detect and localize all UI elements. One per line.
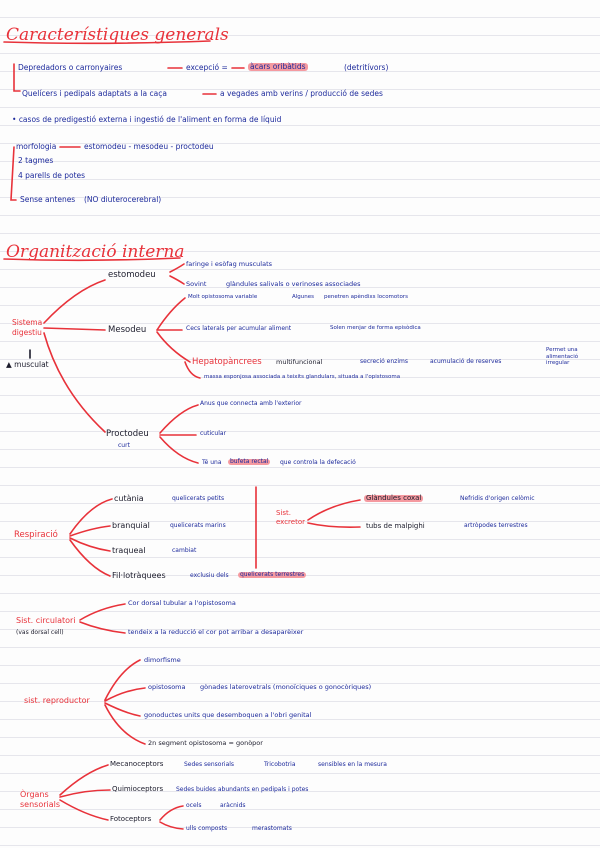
- potes-text: 4 parells de potes: [18, 171, 86, 180]
- predigestio-text: casos de predigestió externa i ingestió de l'aliment en forma de líquid: [18, 115, 282, 124]
- quelicerats-petits-text: quelicerats petits: [172, 495, 225, 502]
- tricobotria-text: Tricobotria: [264, 761, 296, 768]
- vas-dorsal-label: (vas dorsal cell): [16, 629, 64, 636]
- bufeta-rectal-highlight: bufeta rectal: [230, 458, 269, 465]
- malpighi-text: tubs de malpighi: [366, 522, 425, 530]
- cor-dorsal-text: Cor dorsal tubular a l'opistosoma: [128, 599, 236, 607]
- morfologia-text: morfologia: [16, 142, 57, 151]
- section-title-general: Característiques generals: [6, 25, 229, 45]
- massa-esponjosa-text: massa esponjosa associada a teixits glandulars, situada a l'opistosoma: [204, 374, 401, 380]
- opistosoma-variable-text: Molt opistosoma variable: [188, 294, 258, 300]
- opistosoma-text: opistosoma: [148, 683, 186, 691]
- acumulacio-reserves-text: acumulació de reserves: [430, 358, 502, 365]
- antenes-text: Sense antenes: [20, 195, 76, 204]
- glandules-salivals-text: glàndules salivals o verinoses associades: [226, 280, 361, 288]
- quimioceptors-text: Quimioceptors: [112, 785, 164, 793]
- sensibles-text: sensibles en la mesura: [318, 761, 387, 768]
- acars-oribatids-highlight: àcars oribàtids: [250, 62, 306, 71]
- hepatopancrees-label: Hepatopàncrees: [192, 357, 262, 367]
- quelicerats-terrestres-highlight: quelicerats terrestres: [240, 571, 305, 578]
- te-una-text: Té una: [202, 459, 222, 466]
- dimorfisme-text: dimorfisme: [144, 656, 181, 664]
- tagmes-text: 2 tagmes: [18, 156, 54, 165]
- sist-circulatori-label: Sist. circulatori: [16, 616, 76, 625]
- artropodes-terrestres-text: artròpodes terrestres: [464, 522, 528, 529]
- anus-text: Anus que connecta amb l'exterior: [200, 400, 302, 407]
- line-depredadors: [18, 64, 122, 72]
- apendixs-text: penetren apèndixs locomotors: [324, 294, 408, 300]
- ulls-composts-text: ulls composts: [186, 825, 228, 832]
- faringe-text: faringe i esòfag musculats: [186, 260, 273, 268]
- aracnids-text: aràcnids: [220, 802, 246, 809]
- cambiat-text: cambiat: [172, 547, 197, 554]
- quelicerats-marins-text: quelicerats marins: [170, 522, 226, 529]
- excepcio-text: excepció =: [186, 63, 228, 72]
- algunes-text: Algunes: [292, 294, 315, 300]
- sovint-text: Sovint: [186, 280, 207, 288]
- ocels-text: ocels: [186, 802, 202, 809]
- curt-text: curt: [118, 442, 130, 449]
- tagmes-seq-text: estomodeu - mesodeu - proctodeu: [84, 142, 214, 151]
- nefridis-text: Nefridis d'origen celòmic: [460, 495, 535, 502]
- respiracio-label: Respiració: [14, 530, 58, 540]
- defecacio-text: que controla la defecació: [280, 459, 356, 466]
- gonades-text: gònades laterovetrals (monoïciques o gonocòriques): [200, 683, 372, 691]
- branquial-text: branquial: [112, 521, 150, 530]
- cecs-laterals-text: Cecs laterals per acumular aliment: [186, 325, 292, 332]
- mecanoceptors-text: Mecanoceptors: [110, 760, 164, 768]
- verins-text: a vegades amb verins / producció de sedes: [220, 89, 383, 98]
- gonopor-text: 2n segment opistosoma = gonòpor: [148, 739, 263, 747]
- sist-excretor-label: Sist. excretor: [276, 509, 305, 527]
- exclusiu-text: exclusiu dels: [190, 572, 229, 579]
- sistema-digestiu-label: Sistema digestiu: [12, 318, 43, 337]
- organs-sensorials-label: Òrgans sensorials: [20, 790, 61, 810]
- multifuncional-text: multifuncional: [276, 358, 323, 366]
- sedes-buides-text: Sedes buides abundants en pedipals i potes: [176, 786, 309, 793]
- musculat-text: ▲ musculat: [6, 360, 49, 369]
- sedes-sensorials-text: Sedes sensorials: [184, 761, 235, 768]
- gonoductes-text: gonoductes units que desemboquen a l'obri genital: [144, 711, 312, 719]
- cor-reduccio-text: tendeix a la reducció el cor pot arribar a desaparèixer: [128, 628, 304, 636]
- fillotraquees-text: Fil·lotràquees: [112, 571, 166, 580]
- estomodeu-label: estomodeu: [108, 270, 156, 280]
- cuticular-text: cuticular: [200, 430, 227, 437]
- fotoceptors-text: Fotoceptors: [110, 815, 152, 823]
- alimentacio-irregular-text: Permet una alimentació irregular: [546, 347, 579, 367]
- sist-reproductor-label: sist. reproductor: [24, 696, 90, 705]
- diuterocerebral-text: (NO diuterocerebral): [84, 195, 162, 204]
- depredadors-text: Depredadors o carronyaires: [18, 63, 123, 72]
- merastomats-text: merastomats: [252, 825, 292, 832]
- mesodeu-label: Mesodeu: [108, 325, 147, 335]
- quelicers-text: Quelícers i pedipals adaptats a la caça: [22, 89, 167, 98]
- secrecio-enzims-text: secreció enzims: [360, 358, 408, 365]
- proctodeu-label: Proctodeu: [106, 429, 149, 439]
- traqueal-text: traqueal: [112, 546, 146, 555]
- cutania-text: cutània: [114, 494, 144, 503]
- detritivors-text: (detritívors): [344, 63, 389, 72]
- episodica-text: Solen menjar de forma episòdica: [330, 325, 421, 331]
- glandules-coxal-highlight: Glàndules coxal: [366, 494, 422, 502]
- bullet-predigestio: • casos de predigestió externa i ingestió de l'aliment en forma de líquid: [12, 115, 282, 124]
- section-title-internal: Organització interna: [6, 242, 185, 262]
